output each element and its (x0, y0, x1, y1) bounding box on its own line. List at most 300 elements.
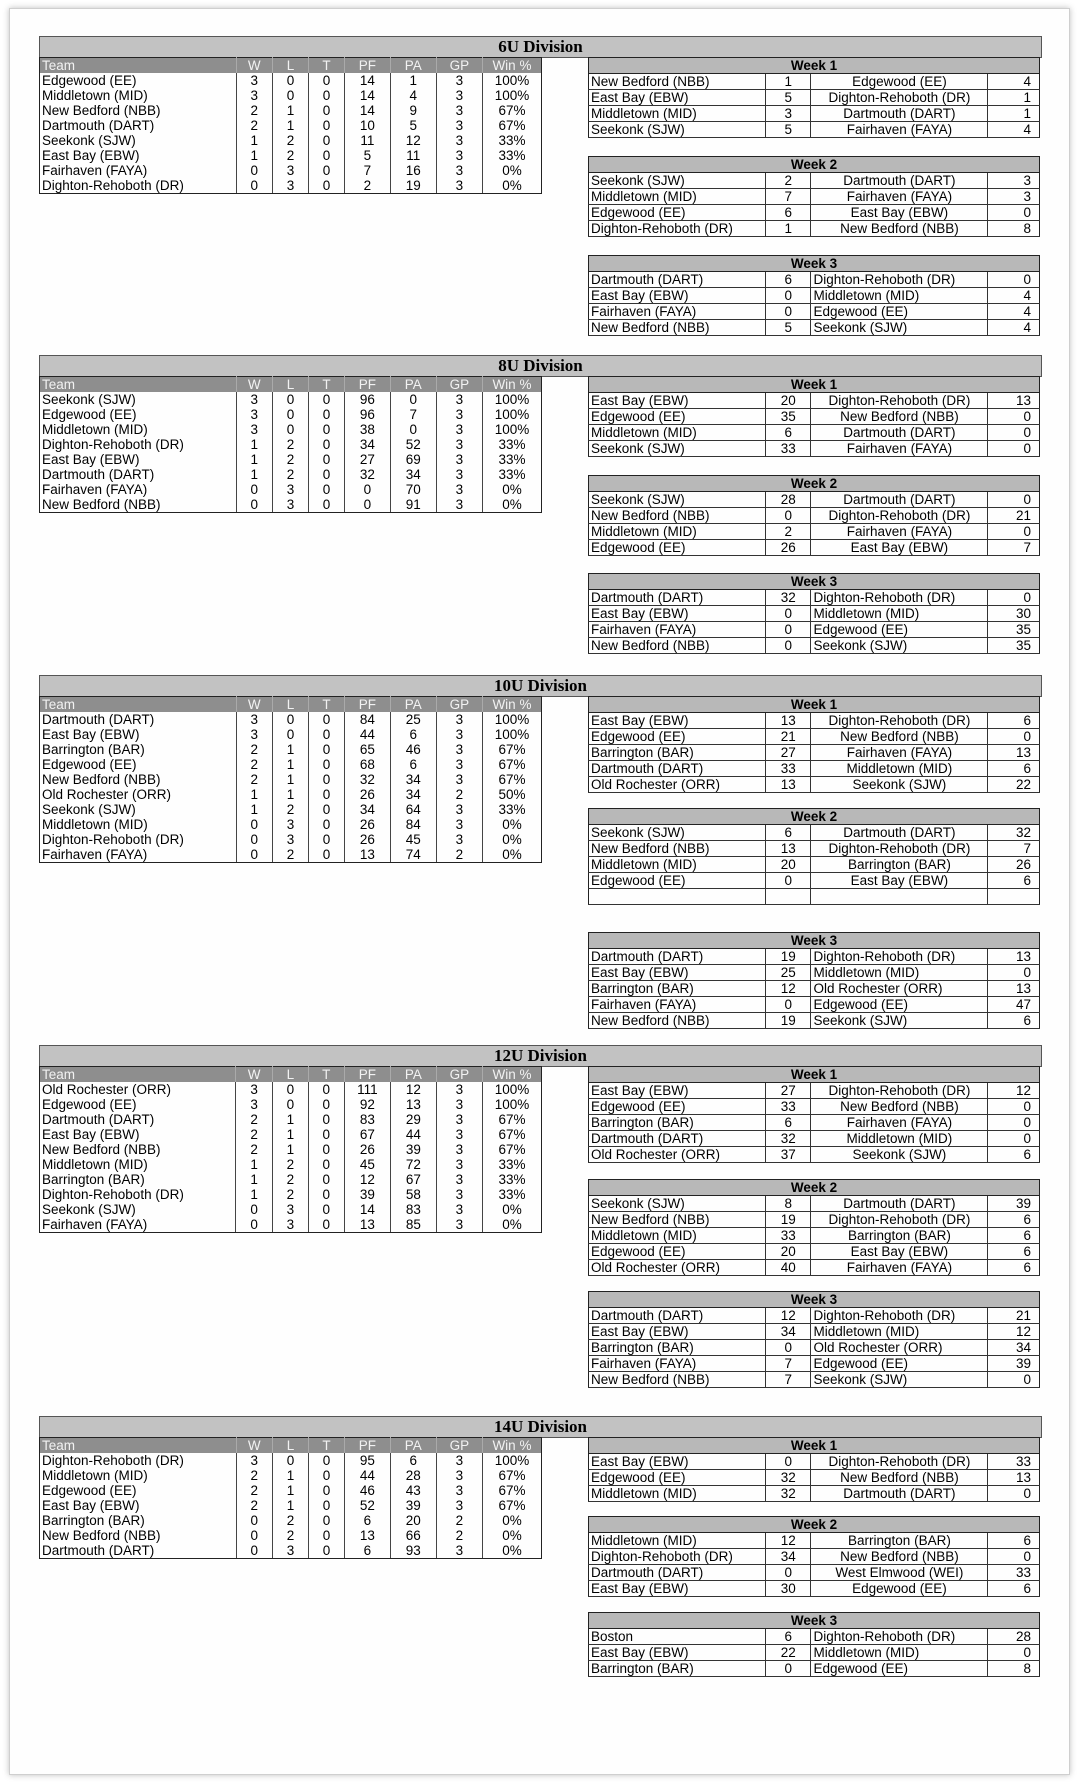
away-team: Fairhaven (FAYA) (811, 441, 988, 457)
stat-cell: 0% (482, 497, 541, 513)
home-score: 0 (765, 508, 811, 524)
team-name: East Bay (EBW) (42, 727, 140, 742)
stat-cell: 3 (436, 1483, 482, 1498)
away-score: 47 (988, 997, 1040, 1013)
stat-cell: 3 (436, 1217, 482, 1233)
game-row (589, 1244, 1040, 1260)
standings-row (40, 1483, 542, 1498)
stat-cell: 0 (308, 407, 344, 422)
stat-cell: 67% (482, 103, 541, 118)
game-row (589, 1565, 1040, 1581)
stat-cell: 0 (308, 148, 344, 163)
stat-cell: 0 (308, 1543, 344, 1559)
home-team: Fairhaven (FAYA) (589, 997, 766, 1013)
stat-cell: 27 (344, 452, 390, 467)
away-score: 35 (988, 622, 1040, 638)
stat-cell: 39 (344, 1187, 390, 1202)
standings-row (40, 712, 542, 727)
stat-cell: 5 (344, 148, 390, 163)
stat-cell: 0% (482, 178, 541, 194)
away-team: Dighton-Rehoboth (DR) (811, 713, 988, 729)
away-team: Dighton-Rehoboth (DR) (811, 508, 988, 524)
away-score: 7 (988, 841, 1040, 857)
stat-cell: 0 (308, 847, 344, 863)
stat-cell: 100% (482, 712, 541, 727)
week-header-row (589, 933, 1040, 949)
home-team: East Bay (EBW) (589, 393, 766, 409)
standings-row (40, 482, 542, 497)
game-row (589, 857, 1040, 873)
stat-cell: 33% (482, 467, 541, 482)
stat-cell: 72 (391, 1157, 437, 1172)
stat-cell: 67% (482, 742, 541, 757)
stat-cell: 0 (308, 118, 344, 133)
home-score: 12 (765, 1308, 811, 1324)
stat-cell: 34 (390, 467, 436, 482)
home-team: East Bay (EBW) (589, 1581, 766, 1597)
game-row (589, 272, 1040, 288)
stat-cell: 3 (436, 817, 482, 832)
stat-cell: 39 (390, 1498, 436, 1513)
home-score: 26 (765, 540, 811, 556)
away-score: 30 (988, 606, 1040, 622)
column-header: Win % (482, 697, 541, 713)
team-name: Barrington (BAR) (42, 742, 145, 757)
home-score: 35 (765, 409, 811, 425)
stat-cell: 3 (273, 1543, 309, 1559)
away-score: 39 (988, 1196, 1040, 1212)
stat-cell: 0 (308, 832, 344, 847)
stat-cell: 6 (390, 757, 436, 772)
week-title: Week 3 (589, 574, 1040, 590)
stat-cell: 0 (308, 1513, 344, 1528)
away-score: 0 (988, 590, 1040, 606)
away-team: Edgewood (EE) (811, 1661, 988, 1677)
column-header: Team (40, 1438, 237, 1454)
away-team: Edgewood (EE) (811, 997, 988, 1013)
week-title: Week 2 (589, 157, 1040, 173)
game-row (589, 393, 1040, 409)
away-team: Seekonk (SJW) (811, 320, 988, 336)
stat-cell: 0 (308, 1528, 344, 1543)
week-header-row (589, 256, 1040, 272)
stat-cell: 44 (391, 1127, 437, 1142)
away-score: 0 (988, 425, 1040, 441)
team-name: Middletown (MID) (42, 88, 148, 103)
home-score (765, 889, 811, 905)
team-name: Dighton-Rehoboth (DR) (42, 1187, 184, 1202)
division-title: 10U Division (39, 675, 1042, 697)
stat-cell: 0% (482, 1543, 541, 1559)
column-header: W (236, 377, 273, 393)
stat-cell: 3 (236, 88, 273, 103)
stat-cell: 33% (482, 452, 541, 467)
home-score: 27 (765, 1083, 811, 1099)
home-score: 32 (765, 1486, 811, 1502)
stat-cell: 0 (273, 727, 309, 742)
stat-cell: 65 (344, 742, 390, 757)
stat-cell: 0 (273, 88, 309, 103)
stat-cell: 85 (391, 1217, 437, 1233)
stat-cell: 67% (482, 757, 541, 772)
stat-cell: 0 (273, 422, 309, 437)
game-row (589, 1131, 1040, 1147)
away-score: 0 (988, 1099, 1040, 1115)
home-team: East Bay (EBW) (589, 1324, 766, 1340)
home-score: 12 (765, 1533, 811, 1549)
away-score: 13 (988, 393, 1040, 409)
stat-cell: 64 (390, 802, 436, 817)
division-title: 14U Division (39, 1416, 1042, 1438)
standings-row (40, 497, 542, 513)
week-results-table (588, 376, 1040, 457)
stat-cell: 67% (482, 1142, 541, 1157)
away-score: 6 (988, 713, 1040, 729)
stat-cell: 2 (272, 1187, 308, 1202)
home-score: 5 (765, 320, 811, 336)
away-score: 26 (988, 857, 1040, 873)
away-score: 13 (988, 1470, 1040, 1486)
away-score: 1 (988, 90, 1040, 106)
stat-cell: 93 (390, 1543, 436, 1559)
week-results-table (588, 156, 1040, 237)
stat-cell: 33% (482, 1187, 541, 1202)
away-score: 21 (988, 1308, 1040, 1324)
standings-header-row (40, 58, 542, 74)
game-row (589, 606, 1040, 622)
standings-row (40, 1543, 542, 1559)
home-score: 0 (765, 1661, 811, 1677)
game-row (589, 1533, 1040, 1549)
stat-cell: 0 (308, 178, 344, 194)
stat-cell: 44 (344, 727, 390, 742)
stat-cell: 0 (236, 832, 273, 847)
away-team: Dartmouth (DART) (811, 1486, 988, 1502)
away-team: New Bedford (NBB) (811, 1549, 988, 1565)
stat-cell: 1 (273, 1468, 309, 1483)
standings-row (40, 163, 542, 178)
stat-cell: 34 (390, 787, 436, 802)
stat-cell: 2 (436, 787, 482, 802)
stat-cell: 1 (236, 437, 273, 452)
home-team: Edgewood (EE) (589, 409, 766, 425)
game-row (589, 1228, 1040, 1244)
stat-cell: 25 (390, 712, 436, 727)
division-title: 6U Division (39, 36, 1042, 58)
away-team: Dighton-Rehoboth (DR) (811, 841, 988, 857)
away-score: 6 (988, 1260, 1040, 1276)
column-header: PA (390, 58, 436, 74)
home-team: Edgewood (EE) (589, 873, 766, 889)
column-header: L (273, 377, 309, 393)
team-name: New Bedford (NBB) (42, 103, 161, 118)
away-score: 0 (988, 492, 1040, 508)
home-team: Barrington (BAR) (589, 1340, 766, 1356)
home-team: Edgewood (EE) (589, 205, 766, 221)
home-score: 0 (765, 997, 811, 1013)
away-score: 6 (988, 761, 1040, 777)
stat-cell: 2 (273, 452, 309, 467)
stat-cell: 19 (390, 178, 436, 194)
stat-cell: 67% (482, 118, 541, 133)
stat-cell: 0 (236, 497, 273, 513)
standings-row (40, 467, 542, 482)
column-header: T (308, 377, 344, 393)
column-header: Team (40, 697, 237, 713)
stat-cell: 0 (308, 772, 344, 787)
game-row (589, 173, 1040, 189)
home-team: Middletown (MID) (589, 189, 766, 205)
column-header: Win % (482, 58, 541, 74)
stat-cell: 26 (344, 1142, 390, 1157)
column-header: GP (436, 1438, 482, 1454)
away-team (811, 889, 988, 905)
stat-cell: 3 (436, 407, 482, 422)
away-team: Fairhaven (FAYA) (811, 189, 988, 205)
standings-row (40, 407, 542, 422)
stat-cell: 2 (236, 1483, 273, 1498)
stat-cell: 0 (308, 1217, 344, 1233)
game-row (589, 965, 1040, 981)
home-score: 33 (765, 1099, 811, 1115)
away-team: East Bay (EBW) (811, 1244, 988, 1260)
game-row (589, 1308, 1040, 1324)
game-row (589, 1340, 1040, 1356)
stat-cell: 38 (344, 422, 390, 437)
stat-cell: 67% (482, 1127, 541, 1142)
away-team: West Elmwood (WEI) (811, 1565, 988, 1581)
stat-cell: 34 (344, 437, 390, 452)
stat-cell: 0 (308, 1097, 344, 1112)
stat-cell: 96 (344, 407, 390, 422)
away-score: 13 (988, 949, 1040, 965)
column-header: PF (344, 1438, 390, 1454)
stat-cell: 0 (308, 392, 344, 407)
stat-cell: 67% (482, 1112, 541, 1127)
game-row (589, 1581, 1040, 1597)
stat-cell: 0 (308, 103, 344, 118)
away-team: Middletown (MID) (811, 288, 988, 304)
stat-cell: 0% (482, 163, 541, 178)
stat-cell: 3 (436, 163, 482, 178)
home-score: 21 (765, 729, 811, 745)
team-name: Seekonk (SJW) (42, 802, 136, 817)
week-title: Week 1 (589, 697, 1040, 713)
stat-cell: 33% (482, 802, 541, 817)
team-name: New Bedford (NBB) (40, 497, 237, 513)
standings-row (40, 847, 542, 863)
stat-cell: 52 (344, 1498, 390, 1513)
stat-cell: 3 (436, 422, 482, 437)
away-team: New Bedford (NBB) (811, 729, 988, 745)
stat-cell: 2 (236, 772, 273, 787)
stat-cell: 0 (344, 497, 390, 513)
column-header: PA (390, 377, 436, 393)
home-score: 34 (765, 1549, 811, 1565)
team-name: Middletown (MID) (42, 817, 148, 832)
stat-cell: 3 (436, 1082, 482, 1097)
game-row (589, 425, 1040, 441)
home-score: 0 (765, 1340, 811, 1356)
stat-cell: 68 (344, 757, 390, 772)
team-name: East Bay (EBW) (42, 148, 140, 163)
away-team: Dighton-Rehoboth (DR) (811, 1454, 988, 1470)
away-score: 4 (988, 122, 1040, 138)
stat-cell: 2 (272, 1172, 308, 1187)
away-score: 12 (988, 1324, 1040, 1340)
stat-cell: 0 (308, 1127, 344, 1142)
home-score: 28 (765, 492, 811, 508)
stat-cell: 3 (436, 133, 482, 148)
stat-cell: 2 (273, 437, 309, 452)
team-name: Middletown (MID) (42, 1468, 148, 1483)
team-name: East Bay (EBW) (42, 1498, 140, 1513)
away-score: 0 (988, 729, 1040, 745)
away-team: Dartmouth (DART) (811, 1196, 988, 1212)
game-row (589, 761, 1040, 777)
week-header-row (589, 1292, 1040, 1308)
column-header: GP (436, 377, 482, 393)
stat-cell: 70 (390, 482, 436, 497)
home-score: 33 (765, 441, 811, 457)
stat-cell: 0 (236, 1513, 273, 1528)
team-name: Dighton-Rehoboth (DR) (42, 437, 184, 452)
column-header: Team (40, 377, 237, 393)
stat-cell: 3 (236, 407, 273, 422)
away-score: 4 (988, 74, 1040, 90)
home-score: 6 (765, 425, 811, 441)
standings-row (40, 118, 542, 133)
standings-row (40, 437, 542, 452)
away-team: Seekonk (SJW) (811, 1372, 988, 1388)
away-team: Dartmouth (DART) (811, 492, 988, 508)
away-score: 0 (988, 205, 1040, 221)
stat-cell: 33% (482, 133, 541, 148)
away-team: Middletown (MID) (811, 1131, 988, 1147)
home-team: Middletown (MID) (589, 1533, 766, 1549)
home-score: 40 (765, 1260, 811, 1276)
home-team: Old Rochester (ORR) (589, 777, 766, 793)
stat-cell: 3 (436, 437, 482, 452)
stat-cell: 69 (390, 452, 436, 467)
team-name: Middletown (MID) (42, 1157, 148, 1172)
game-row (589, 1013, 1040, 1029)
column-header: T (308, 1438, 344, 1454)
column-header: T (308, 58, 344, 74)
standings-row (40, 1202, 542, 1217)
stat-cell: 3 (436, 1157, 482, 1172)
home-score: 34 (765, 1324, 811, 1340)
game-row (589, 1324, 1040, 1340)
column-header: W (236, 58, 273, 74)
away-score: 1 (988, 106, 1040, 122)
game-row (589, 1661, 1040, 1677)
column-header: W (236, 1438, 273, 1454)
game-row (589, 304, 1040, 320)
stat-cell: 83 (391, 1202, 437, 1217)
week-title: Week 3 (589, 256, 1040, 272)
home-team: Barrington (BAR) (589, 1661, 766, 1677)
column-header: PF (344, 697, 390, 713)
home-team: East Bay (EBW) (589, 1083, 766, 1099)
column-header: W (236, 1067, 273, 1083)
stat-cell: 0 (308, 1483, 344, 1498)
team-name: Dartmouth (DART) (42, 1112, 155, 1127)
home-team: East Bay (EBW) (589, 713, 766, 729)
stat-cell: 0 (390, 422, 436, 437)
stat-cell: 3 (436, 392, 482, 407)
stat-cell: 0 (236, 817, 273, 832)
week-header-row (589, 697, 1040, 713)
game-row (589, 729, 1040, 745)
stat-cell: 0 (273, 712, 309, 727)
game-row (589, 949, 1040, 965)
stat-cell: 46 (344, 1483, 390, 1498)
team-name: Dartmouth (DART) (42, 118, 155, 133)
stat-cell: 26 (344, 787, 390, 802)
stat-cell: 13 (344, 1217, 390, 1233)
away-score: 13 (988, 745, 1040, 761)
away-team: Seekonk (SJW) (811, 638, 988, 654)
game-row (589, 638, 1040, 654)
home-score: 6 (765, 825, 811, 841)
stat-cell: 0 (236, 1543, 273, 1559)
week-results-table (588, 1437, 1040, 1502)
division-section (39, 675, 1042, 1028)
game-row (589, 74, 1040, 90)
home-score: 5 (765, 122, 811, 138)
away-team: Edgewood (EE) (811, 304, 988, 320)
week-results-table (588, 932, 1040, 1029)
game-row (589, 997, 1040, 1013)
stat-cell: 0% (482, 817, 541, 832)
home-score: 20 (765, 393, 811, 409)
column-header: PF (344, 377, 390, 393)
stat-cell: 0 (344, 482, 390, 497)
stat-cell: 1 (273, 118, 309, 133)
stat-cell: 0% (482, 847, 541, 863)
game-row (589, 745, 1040, 761)
home-team: Seekonk (SJW) (589, 122, 766, 138)
game-row (589, 320, 1040, 336)
away-score: 6 (988, 1244, 1040, 1260)
stat-cell: 0 (308, 1498, 344, 1513)
away-score: 6 (988, 1147, 1040, 1163)
stat-cell: 0 (390, 392, 436, 407)
stat-cell: 83 (344, 1112, 390, 1127)
stat-cell: 16 (390, 163, 436, 178)
home-score: 6 (765, 1115, 811, 1131)
stat-cell: 1 (236, 802, 273, 817)
stat-cell: 0 (236, 482, 273, 497)
team-name: Edgewood (EE) (42, 1483, 137, 1498)
stat-cell: 2 (236, 103, 273, 118)
standings-header-row (40, 1438, 542, 1454)
week-title: Week 3 (589, 1613, 1040, 1629)
home-team: East Bay (EBW) (589, 1454, 766, 1470)
stat-cell: 2 (273, 847, 309, 863)
team-name: Old Rochester (ORR) (42, 1082, 172, 1097)
column-header: L (272, 1067, 308, 1083)
home-team: Old Rochester (ORR) (589, 1147, 766, 1163)
stat-cell: 3 (436, 1127, 482, 1142)
home-score: 7 (765, 1372, 811, 1388)
home-team: Middletown (MID) (589, 1486, 766, 1502)
home-score: 19 (765, 949, 811, 965)
home-team: East Bay (EBW) (589, 90, 766, 106)
home-score: 0 (765, 1565, 811, 1581)
stat-cell: 2 (273, 133, 309, 148)
